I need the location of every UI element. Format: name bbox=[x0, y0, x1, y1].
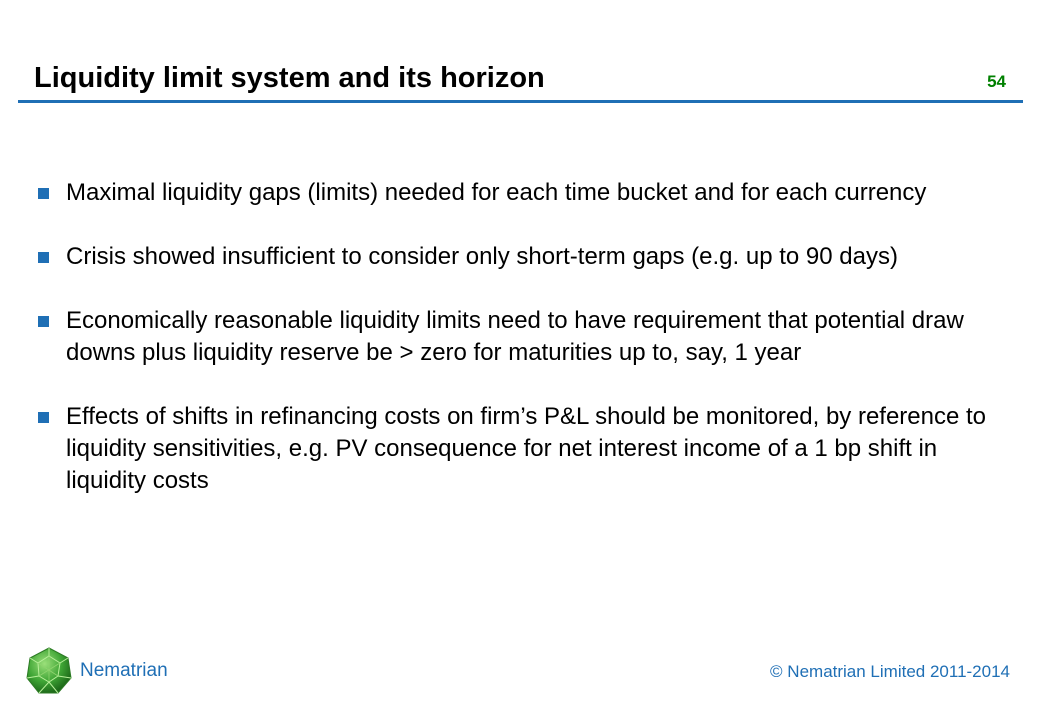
nematrian-logo-icon bbox=[24, 646, 74, 696]
square-bullet-icon bbox=[38, 316, 49, 327]
square-bullet-icon bbox=[38, 412, 49, 423]
bullet-text: Effects of shifts in refinancing costs on firm’s P&L should be monitored, by reference to liquidity sensitivities, e.g. PV consequence for net interest income of a 1 bp shift in liquidity costs bbox=[66, 403, 987, 494]
footer-copyright: © Nematrian Limited 2011-2014 bbox=[770, 662, 1010, 681]
bullet-text: Economically reasonable liquidity limits need to have requirement that potential draw downs plus liquidity reserve be > zero for maturities up to, say, 1 year bbox=[66, 307, 964, 366]
bullet-text: Maximal liquidity gaps (limits) needed for each time bucket and for each currency bbox=[66, 179, 927, 206]
footer-brand: Nematrian bbox=[80, 660, 168, 681]
square-bullet-icon bbox=[38, 252, 49, 263]
bullet-item bbox=[38, 241, 1008, 273]
page-number: 54 bbox=[987, 72, 1006, 91]
bullet-item bbox=[38, 177, 1008, 209]
bullet-item bbox=[38, 401, 1008, 497]
bullet-item bbox=[38, 305, 1008, 369]
square-bullet-icon bbox=[38, 188, 49, 199]
bullet-list bbox=[38, 177, 1008, 529]
slide-title: Liquidity limit system and its horizon bbox=[34, 62, 545, 94]
title-divider bbox=[18, 100, 1023, 103]
bullet-text: Crisis showed insufficient to consider only short-term gaps (e.g. up to 90 days) bbox=[66, 243, 898, 270]
